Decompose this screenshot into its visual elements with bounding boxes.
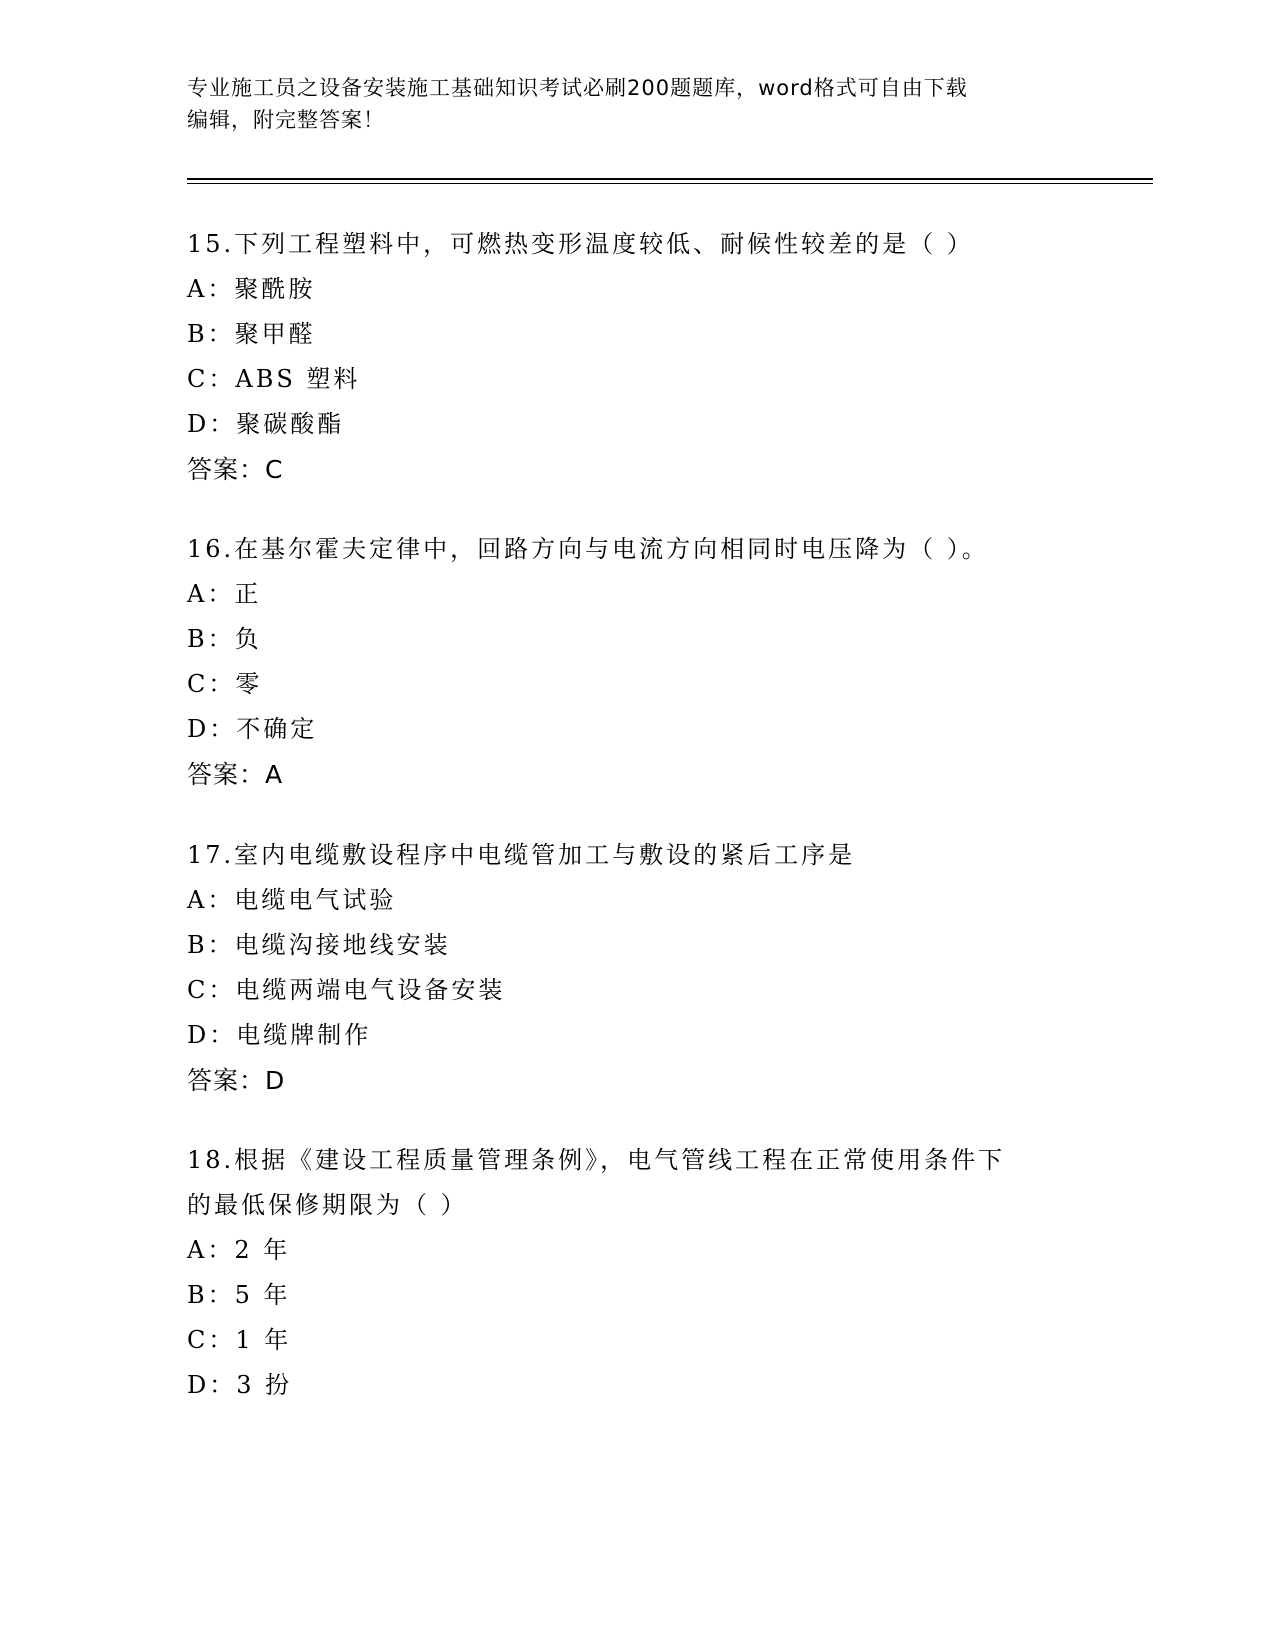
question-stem (187, 222, 1107, 267)
question-17 (187, 833, 1107, 1103)
question-stem (187, 833, 1107, 878)
answer-line: 答案：A (187, 760, 284, 789)
option-a: A：电缆电气试验 (187, 886, 397, 914)
question-stem-line: 17.室内电缆敷设程序中电缆管加工与敷设的紧后工序是 (187, 841, 856, 869)
answer-line: 答案：D (187, 1066, 286, 1095)
option-a: A：正 (187, 580, 262, 608)
option-d: D：电缆牌制作 (187, 1021, 372, 1049)
option-c: C：零 (187, 670, 263, 698)
option-c: C：电缆两端电气设备安装 (187, 976, 506, 1004)
header-divider-thick (187, 178, 1153, 180)
option-c: C：1 年 (187, 1326, 292, 1354)
question-18 (187, 1138, 1107, 1408)
question-stem (187, 527, 1107, 572)
option-b: B：5 年 (187, 1281, 291, 1309)
option-d: D：不确定 (187, 715, 318, 743)
option-b: B：聚甲醛 (187, 320, 316, 348)
question-stem-line: 15.下列工程塑料中，可燃热变形温度较低、耐候性较差的是（ ） (187, 230, 974, 258)
option-d: D：聚碳酸酯 (187, 410, 345, 438)
document-header (187, 72, 1087, 136)
option-a: A：2 年 (187, 1236, 291, 1264)
header-title-line-1: 专业施工员之设备安装施工基础知识考试必刷200题题库，word格式可自由下载 (187, 76, 968, 100)
option-b: B：负 (187, 625, 262, 653)
question-16 (187, 527, 1107, 797)
answer-line: 答案：C (187, 455, 284, 484)
option-a: A：聚酰胺 (187, 275, 316, 303)
question-stem-line: 16.在基尔霍夫定律中，回路方向与电流方向相同时电压降为（ ）。 (187, 535, 989, 563)
question-15 (187, 222, 1107, 492)
option-c: C：ABS 塑料 (187, 365, 361, 393)
option-d: D：3 扮 (187, 1371, 293, 1399)
option-b: B：电缆沟接地线安装 (187, 931, 451, 959)
header-divider-thin (187, 183, 1153, 184)
question-stem-line: 18.根据《建设工程质量管理条例》，电气管线工程在正常使用条件下 (187, 1146, 1006, 1174)
question-stem (187, 1138, 1107, 1228)
question-stem-line: 的最低保修期限为（ ） (187, 1191, 468, 1219)
header-title-line-2: 编辑，附完整答案！ (187, 108, 385, 132)
